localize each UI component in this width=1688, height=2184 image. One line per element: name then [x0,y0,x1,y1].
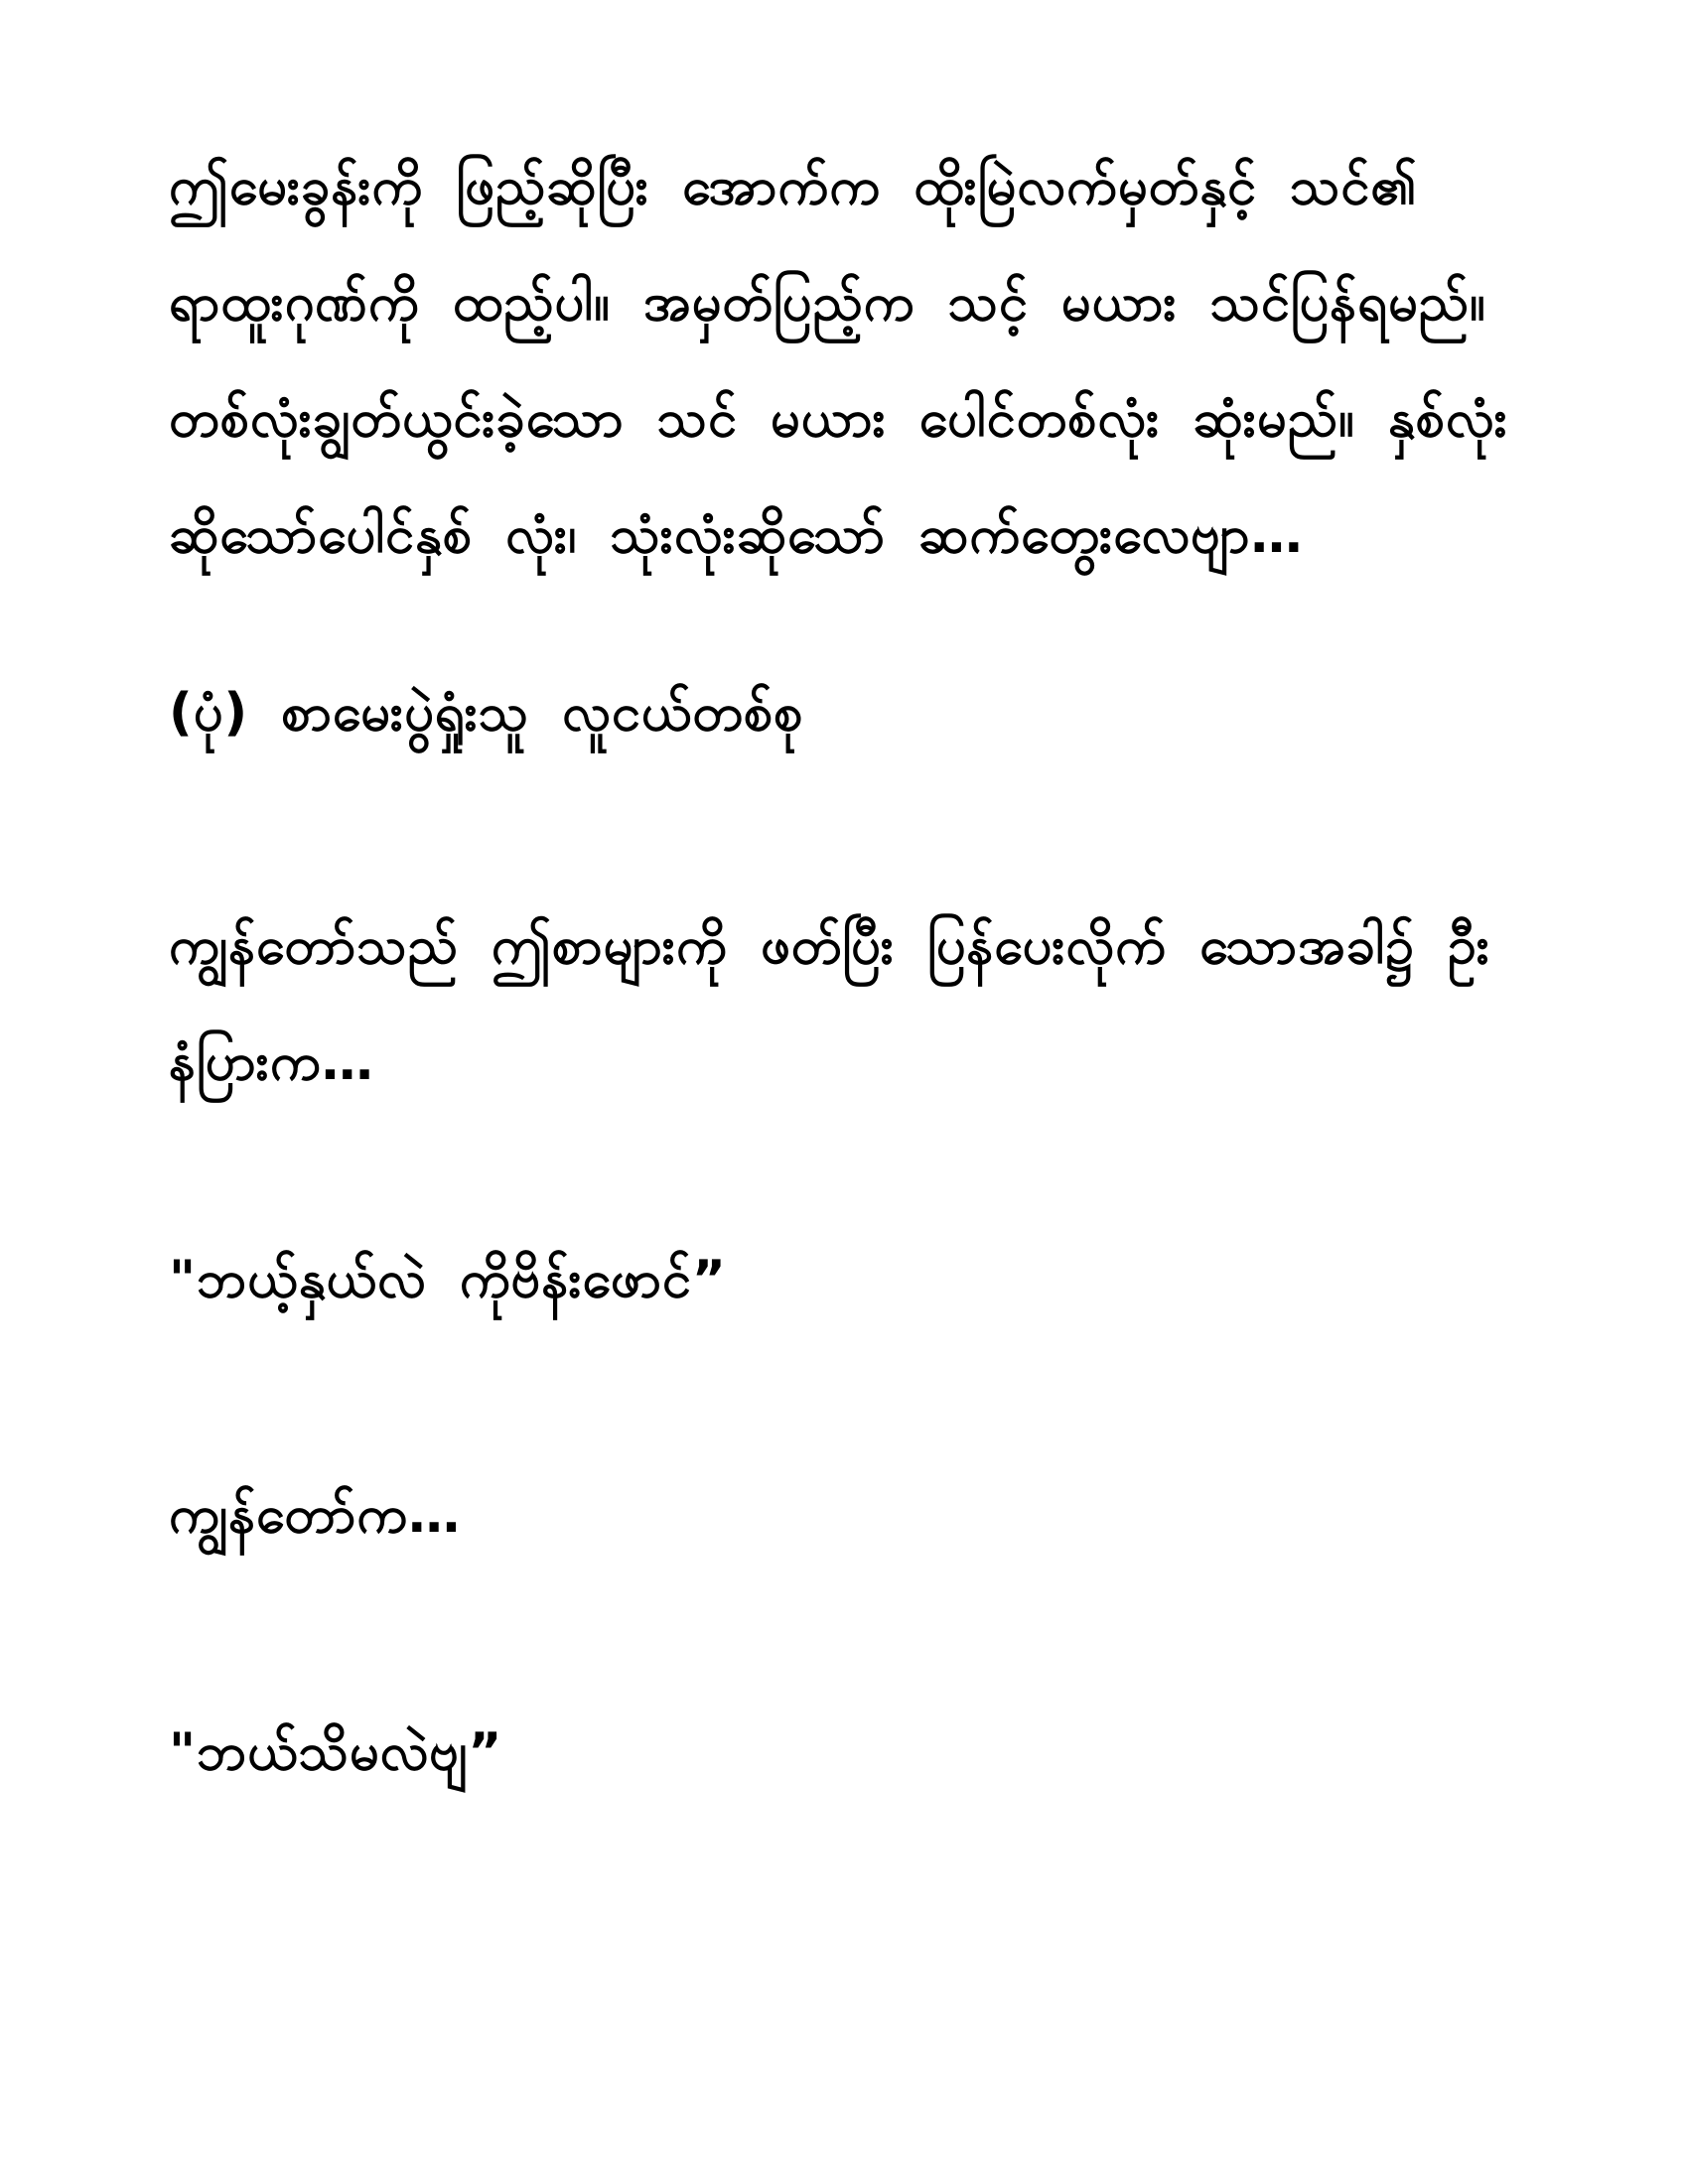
narration-line: ကျွန်တော်က… [169,1485,462,1545]
photo-caption-line: (ပုံ) စာမေးပွဲရှုံးသူ လူငယ်တစ်စု [169,683,804,743]
dialogue-quote-line-1: "ဘယ့်နှယ်လဲ ကိုဗိန်းဖောင်” [169,1250,727,1309]
body-paragraph-narrative: ကျွန်တော်သည် ဤစာများကို ဖတ်ပြီး ပြန်ပေးလိုက် သောအခါ၌ ဦးနံပြားက… [169,916,1490,1092]
dialogue-quote-line-2: "ဘယ်သိမလဲဗျ” [169,1722,503,1782]
body-paragraph-instructions: ဤမေးခွန်းကို ဖြည့်ဆိုပြီး အောက်က ထိုးမြဲလက်မှတ်နှင့် သင်၏ ရာထူးဂုဏ်ကို ထည့်ပါ။ အမှတ်ပြည့်က သင့် မယား သင်ပြန်ရမည်။ တစ်လုံးချွတ်ယွင်းခဲ့သော သင် မယား ပေါင်တစ်လုံး ဆုံးမည်။ နှစ်လုံးဆိုသော်ပေါင်နှစ် လုံး၊ သုံးလုံးဆိုသော် ဆက်တွေးလေဗျာ… [169,157,1508,565]
